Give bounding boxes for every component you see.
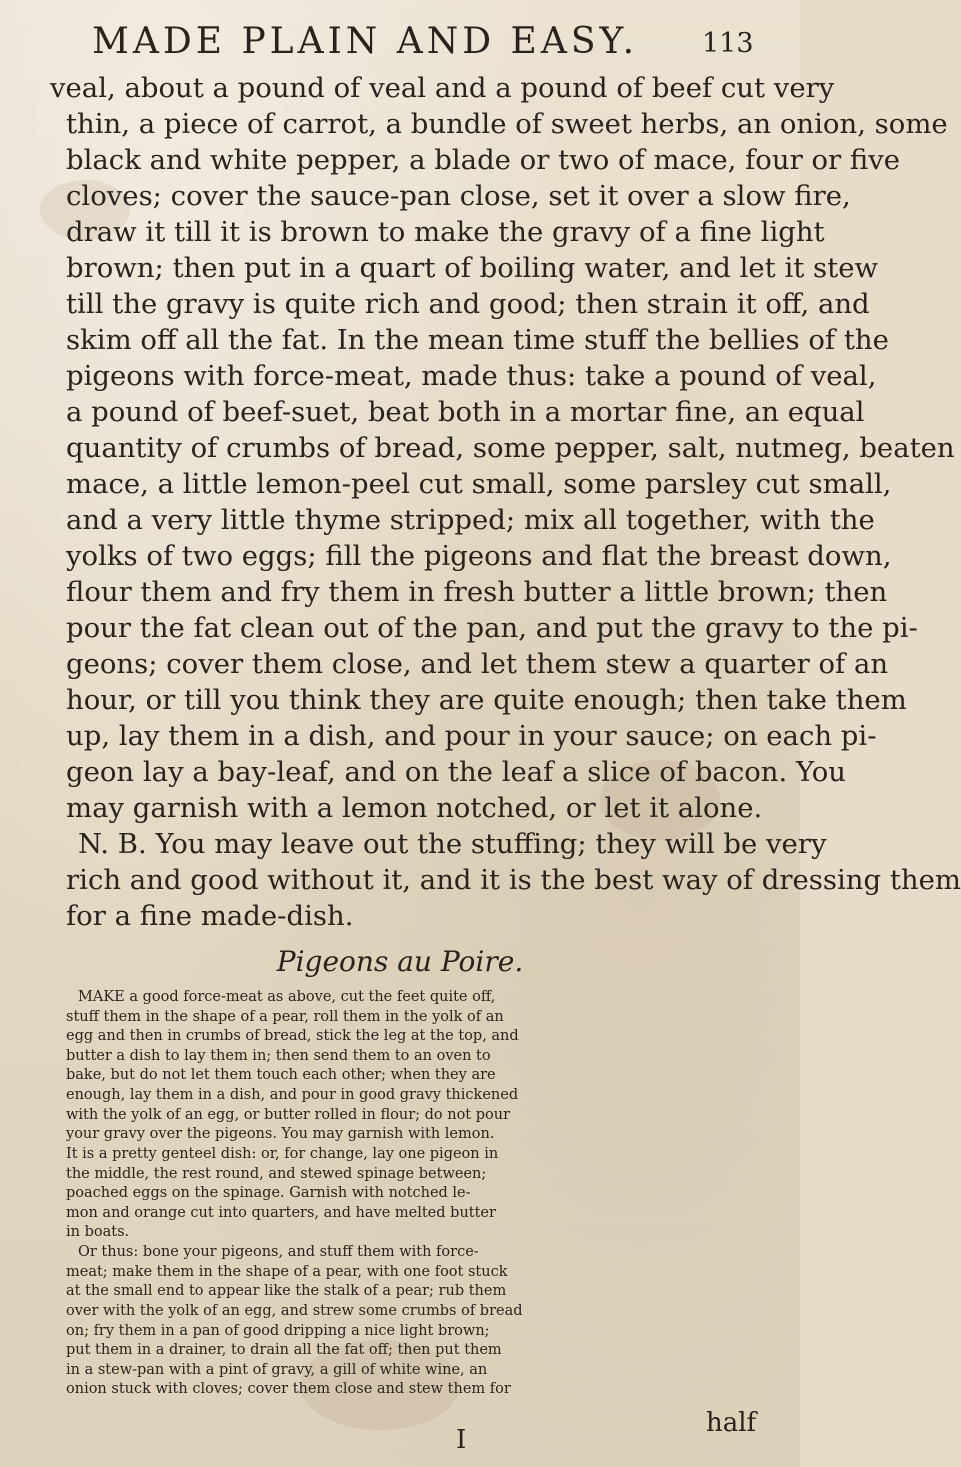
page-number: 113 xyxy=(702,28,754,59)
text-line: a pound of beef-suet, beat both in a mortar fine, an equal xyxy=(66,396,865,428)
text-line: on; fry them in a pan of good dripping a nice light brown; xyxy=(66,1322,490,1339)
text-line: yolks of two eggs; fill the pigeons and flat the breast down, xyxy=(66,540,892,572)
text-line: MAKE a good force-meat as above, cut the feet quite off, xyxy=(78,989,496,1005)
text-line: put them in a drainer, to drain all the fat off; then put them xyxy=(66,1342,502,1359)
text-line: in a stew-pan with a pint of gravy, a gill of white wine, an xyxy=(66,1361,488,1378)
text-line: poached eggs on the spinage. Garnish with notched le- xyxy=(66,1185,471,1202)
text-line: skim off all the fat. In the mean time stuff the bellies of the xyxy=(66,324,889,356)
text-line: quantity of crumbs of bread, some pepper, salt, nutmeg, beaten xyxy=(66,432,955,464)
text-line: cloves; cover the sauce-pan close, set it over a slow fire, xyxy=(66,180,851,212)
text-line: pigeons with force-meat, made thus: take a pound of veal, xyxy=(66,360,877,392)
text-line: geons; cover them close, and let them stew a quarter of an xyxy=(66,648,889,680)
text-line: flour them and fry them in fresh butter a little brown; then xyxy=(66,576,888,608)
signature-mark: I xyxy=(456,1425,467,1455)
text-line: brown; then put in a quart of boiling water, and let it stew xyxy=(66,252,879,284)
text-line: bake, but do not let them touch each other; when they are xyxy=(66,1067,496,1084)
text-line: meat; make them in the shape of a pear, with one foot stuck xyxy=(66,1263,508,1280)
page-header xyxy=(0,20,800,64)
text-line: butter a dish to lay them in; then send them to an oven to xyxy=(66,1047,491,1064)
text-line: over with the yolk of an egg, and strew some crumbs of bread xyxy=(66,1302,523,1319)
text-line: up, lay them in a dish, and pour in your sauce; on each pi- xyxy=(66,720,877,752)
text-line: rich and good without it, and it is the best way of dressing them xyxy=(66,864,961,896)
text-line: and a very little thyme stripped; mix all together, with the xyxy=(66,504,875,536)
text-line: in boats. xyxy=(66,1224,130,1241)
catchword: half xyxy=(706,1408,757,1438)
running-title: MADE PLAIN AND EASY. xyxy=(92,21,639,62)
text-line: thin, a piece of carrot, a bundle of sweet herbs, an onion, some xyxy=(66,108,948,140)
text-line: mace, a little lemon-peel cut small, some parsley cut small, xyxy=(66,468,892,500)
text-line: stuff them in the shape of a pear, roll them in the yolk of an xyxy=(66,1008,504,1025)
text-line: veal, about a pound of veal and a pound of beef cut very xyxy=(50,72,835,104)
text-line: mon and orange cut into quarters, and have melted butter xyxy=(66,1204,496,1221)
recipe-title: Pigeons au Poire. xyxy=(276,945,524,978)
text-line: your gravy over the pigeons. You may garnish with lemon. xyxy=(66,1126,495,1143)
text-line: may garnish with a lemon notched, or let it alone. xyxy=(66,792,763,824)
text-line: enough, lay them in a dish, and pour in good gravy thickened xyxy=(66,1087,519,1104)
text-line: black and white pepper, a blade or two of mace, four or five xyxy=(66,144,901,176)
text-line: hour, or till you think they are quite enough; then take them xyxy=(66,684,907,716)
text-line: onion stuck with cloves; cover them close and stew them for xyxy=(66,1381,511,1398)
text-line: till the gravy is quite rich and good; then strain it off, and xyxy=(66,288,870,320)
text-line: Or thus: bone your pigeons, and stuff them with force- xyxy=(78,1244,479,1261)
text-line: geon lay a bay-leaf, and on the leaf a slice of bacon. You xyxy=(66,756,847,788)
text-line: draw it till it is brown to make the gravy of a fine light xyxy=(66,216,825,248)
text-line: pour the fat clean out of the pan, and put the gravy to the pi- xyxy=(66,612,918,644)
text-line: at the small end to appear like the stalk of a pear; rub them xyxy=(66,1283,507,1300)
text-line: for a fine made-dish. xyxy=(66,900,354,932)
text-line: the middle, the rest round, and stewed spinage between; xyxy=(66,1165,487,1182)
text-line: egg and then in crumbs of bread, stick the leg at the top, and xyxy=(66,1028,519,1045)
text-line: It is a pretty genteel dish: or, for change, lay one pigeon in xyxy=(66,1145,499,1162)
text-line: N. B. You may leave out the stuffing; they will be very xyxy=(78,828,827,860)
text-line: with the yolk of an egg, or butter rolled in flour; do not pour xyxy=(66,1106,511,1123)
